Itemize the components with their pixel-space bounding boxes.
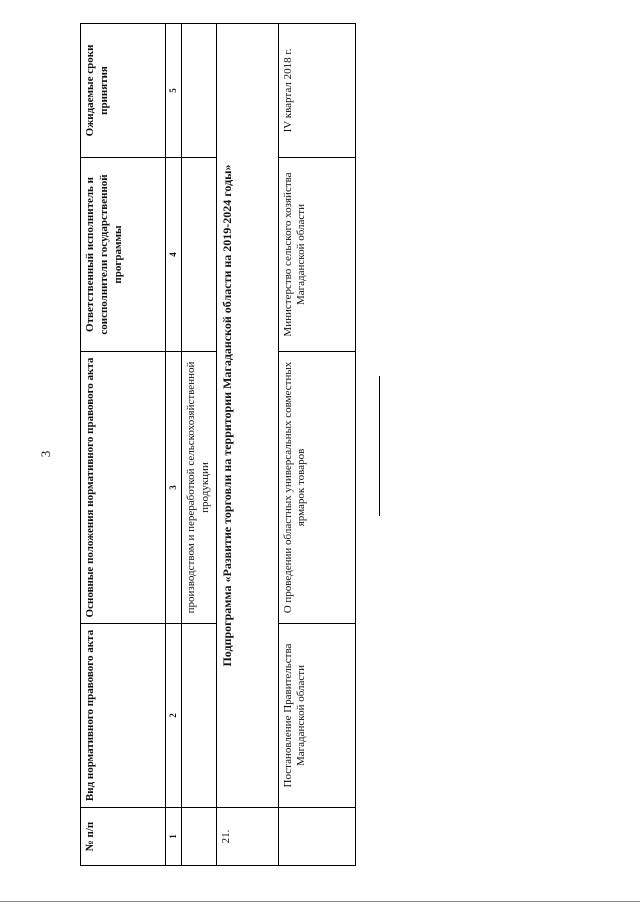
deadline-cell: IV квартал 2018 г. — [278, 24, 355, 158]
subprogram-row — [216, 24, 278, 866]
column-number: 4 — [166, 158, 182, 352]
subprogram-title: Подпрограмма «Развитие торговли на территории Магаданской области на 2019-2024 годы» — [216, 24, 278, 808]
header-executor: Ответственный исполнитель и соисполнители государственной программы — [81, 158, 166, 352]
column-number: 5 — [166, 24, 182, 158]
header-deadline: Ожидаемые сроки принятия — [81, 24, 166, 158]
column-number: 2 — [166, 624, 182, 808]
page-number: 3 — [38, 450, 53, 458]
end-of-document-line — [379, 376, 380, 516]
table-cell — [182, 624, 217, 808]
continuation-provisions: производством и переработкой сельскохозяйственной продукции — [182, 352, 217, 624]
column-number: 3 — [166, 352, 182, 624]
table-cell — [278, 808, 355, 866]
header-provisions: Основные положения нормативного правового акта — [81, 352, 166, 624]
regulatory-acts-table — [80, 23, 356, 866]
continuation-row — [182, 24, 217, 866]
header-number: № п/п — [81, 808, 166, 866]
table-cell — [182, 24, 217, 158]
column-number: 1 — [166, 808, 182, 866]
document-table-frame — [80, 24, 334, 866]
table-cell — [182, 158, 217, 352]
page-bottom-edge — [0, 901, 640, 902]
header-act-type: Вид нормативного правового акта — [81, 624, 166, 808]
table-header-row — [81, 24, 166, 866]
executor-cell: Министерство сельского хозяйства Магаданской области — [278, 158, 355, 352]
provisions-cell: О проведении областных универсальных совместных ярмарок товаров — [278, 352, 355, 624]
table-cell — [182, 808, 217, 866]
column-number-row — [166, 24, 182, 866]
table-row — [278, 24, 355, 866]
subprogram-number: 21. — [216, 808, 278, 866]
act-type-cell: Постановление Правительства Магаданской области — [278, 624, 355, 808]
